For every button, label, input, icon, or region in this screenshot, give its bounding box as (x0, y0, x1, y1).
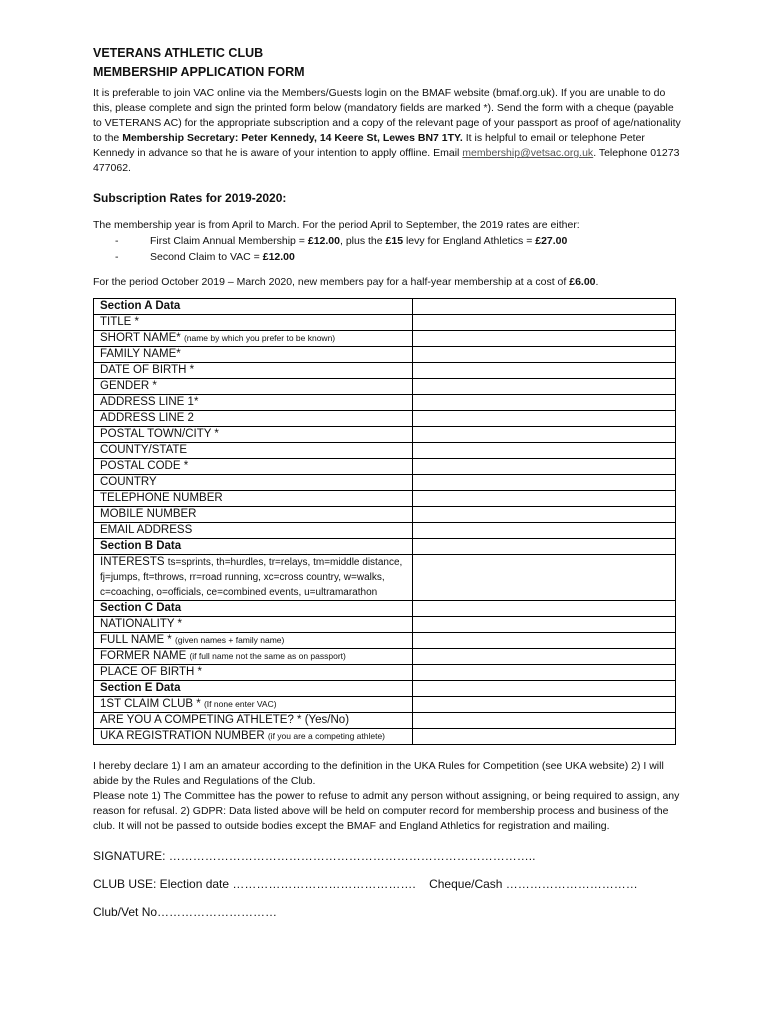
table-row (94, 491, 676, 507)
short-name-field[interactable] (413, 331, 676, 347)
table-row (94, 315, 676, 331)
nationality-label: NATIONALITY * (94, 617, 413, 633)
intro-text-1: It is preferable to join VAC online via the Members/Guests login on the BMAF website (bmaf.org.uk). If you are unable to do this, please complete and sign the printed form below (mandatory fields are marked *). Send the form with a cheque (payable to VETERANS AC) for the appropriate subscription and a copy of the relevant page of your passport as proof of age/nationality to the (93, 87, 681, 144)
rates-intro: The membership year is from April to March. For the period April to September, the 2019 rates are either: (93, 219, 580, 231)
table-row (94, 411, 676, 427)
cheque-cash-field[interactable]: Cheque/Cash …………………………… (429, 877, 638, 891)
table-row (94, 363, 676, 379)
signature-line[interactable]: SIGNATURE: ……………………………………………………………………………….. (93, 849, 536, 863)
uka-field[interactable] (413, 729, 676, 745)
membership-email-link[interactable]: membership@vetsac.org.uk (462, 147, 594, 159)
email-field[interactable] (413, 523, 676, 539)
interests-label: INTERESTS ts=sprints, th=hurdles, tr=relays, tm=middle distance, fj=jumps, ft=throws, rr=road running, xc=cross country, w=walks, c=coaching, o=officials, ce=combined events, u=ultramarathon (94, 555, 413, 601)
address1-label: ADDRESS LINE 1* (94, 395, 413, 411)
competing-label: ARE YOU A COMPETING ATHLETE? * (Yes/No) (94, 713, 413, 729)
country-field[interactable] (413, 475, 676, 491)
section-c-blank (413, 601, 676, 617)
pob-label: PLACE OF BIRTH * (94, 665, 413, 681)
nationality-field[interactable] (413, 617, 676, 633)
gender-field[interactable] (413, 379, 676, 395)
address1-field[interactable] (413, 395, 676, 411)
section-b-header: Section B Data (94, 539, 413, 555)
section-c-header: Section C Data (94, 601, 413, 617)
application-table (93, 298, 676, 745)
interests-field[interactable] (413, 555, 676, 601)
committee-note: Please note 1) The Committee has the power to refuse to admit any person without assigning, or being required to assign, any reason for refusal. 2) GDPR: Data listed above will be held on computer record for membership process and business of the club. It will not be passed to outside bodies except the BMAF and England Athletics for registration and mailing. (93, 790, 680, 832)
first-claim-label: 1ST CLAIM CLUB * (If none enter VAC) (94, 697, 413, 713)
county-field[interactable] (413, 443, 676, 459)
table-row (94, 459, 676, 475)
table-row (94, 475, 676, 491)
former-name-label: FORMER NAME (if full name not the same as on passport) (94, 649, 413, 665)
table-row (94, 507, 676, 523)
club-use-line (93, 876, 681, 892)
postcode-field[interactable] (413, 459, 676, 475)
mobile-label: MOBILE NUMBER (94, 507, 413, 523)
family-name-label: FAMILY NAME* (94, 347, 413, 363)
rate-bullet-first-claim: - First Claim Annual Membership = £12.00, plus the £15 levy for England Athletics = £27.00 (115, 235, 568, 247)
mobile-field[interactable] (413, 507, 676, 523)
gender-label: GENDER * (94, 379, 413, 395)
county-label: COUNTY/STATE (94, 443, 413, 459)
membership-form-page (93, 44, 681, 920)
table-row (94, 601, 676, 617)
table-row (94, 697, 676, 713)
town-field[interactable] (413, 427, 676, 443)
table-row (94, 347, 676, 363)
family-name-field[interactable] (413, 347, 676, 363)
intro-text-2: It is helpful to email or telephone Peter Kennedy in advance so that he is aware of your intention to apply offline. Email (93, 132, 645, 159)
table-row (94, 649, 676, 665)
table-row (94, 379, 676, 395)
section-e-header: Section E Data (94, 681, 413, 697)
section-b-blank (413, 539, 676, 555)
postcode-label: POSTAL CODE * (94, 459, 413, 475)
club-vet-number-line[interactable]: Club/Vet No………………………… (93, 905, 278, 919)
title-label: TITLE * (94, 315, 413, 331)
table-row (94, 617, 676, 633)
dob-field[interactable] (413, 363, 676, 379)
intro-secretary-address: Membership Secretary: Peter Kennedy, 14 Keere St, Lewes BN7 1TY. (122, 132, 463, 144)
election-date-field[interactable]: CLUB USE: Election date ………………………………………. (93, 877, 416, 891)
intro-text-3: . Telephone 01273 477062. (93, 147, 680, 174)
form-title: MEMBERSHIP APPLICATION FORM (93, 65, 305, 79)
former-name-field[interactable] (413, 649, 676, 665)
table-row (94, 729, 676, 745)
table-row (94, 331, 676, 347)
email-label: EMAIL ADDRESS (94, 523, 413, 539)
uka-label: UKA REGISTRATION NUMBER (if you are a competing athlete) (94, 729, 413, 745)
table-row (94, 633, 676, 649)
rate-bullet-second-claim: - Second Claim to VAC = £12.00 (115, 251, 295, 263)
section-a-header: Section A Data (94, 299, 413, 315)
full-name-field[interactable] (413, 633, 676, 649)
town-label: POSTAL TOWN/CITY * (94, 427, 413, 443)
table-row (94, 443, 676, 459)
table-row (94, 539, 676, 555)
declaration-text: I hereby declare 1) I am an amateur according to the definition in the UKA Rules for Competition (see UKA website) 2) I will abide by the Rules and Regulations of the Club. (93, 760, 664, 787)
pob-field[interactable] (413, 665, 676, 681)
rates-heading: Subscription Rates for 2019-2020: (93, 191, 287, 205)
phone-label: TELEPHONE NUMBER (94, 491, 413, 507)
rates-half-year: For the period October 2019 – March 2020, new members pay for a half-year membership at a cost of £6.00. (93, 276, 599, 288)
intro-paragraph (93, 86, 681, 176)
address2-field[interactable] (413, 411, 676, 427)
country-label: COUNTRY (94, 475, 413, 491)
full-name-label: FULL NAME * (given names + family name) (94, 633, 413, 649)
club-title: VETERANS ATHLETIC CLUB (93, 46, 264, 60)
table-row (94, 427, 676, 443)
dob-label: DATE OF BIRTH * (94, 363, 413, 379)
first-claim-field[interactable] (413, 697, 676, 713)
table-row (94, 665, 676, 681)
table-row (94, 395, 676, 411)
competing-field[interactable] (413, 713, 676, 729)
short-name-label: SHORT NAME* (name by which you prefer to be known) (94, 331, 413, 347)
table-row (94, 555, 676, 601)
address2-label: ADDRESS LINE 2 (94, 411, 413, 427)
phone-field[interactable] (413, 491, 676, 507)
section-e-blank (413, 681, 676, 697)
table-row (94, 299, 676, 315)
section-a-blank (413, 299, 676, 315)
table-row (94, 713, 676, 729)
table-row (94, 523, 676, 539)
table-row (94, 681, 676, 697)
title-field[interactable] (413, 315, 676, 331)
